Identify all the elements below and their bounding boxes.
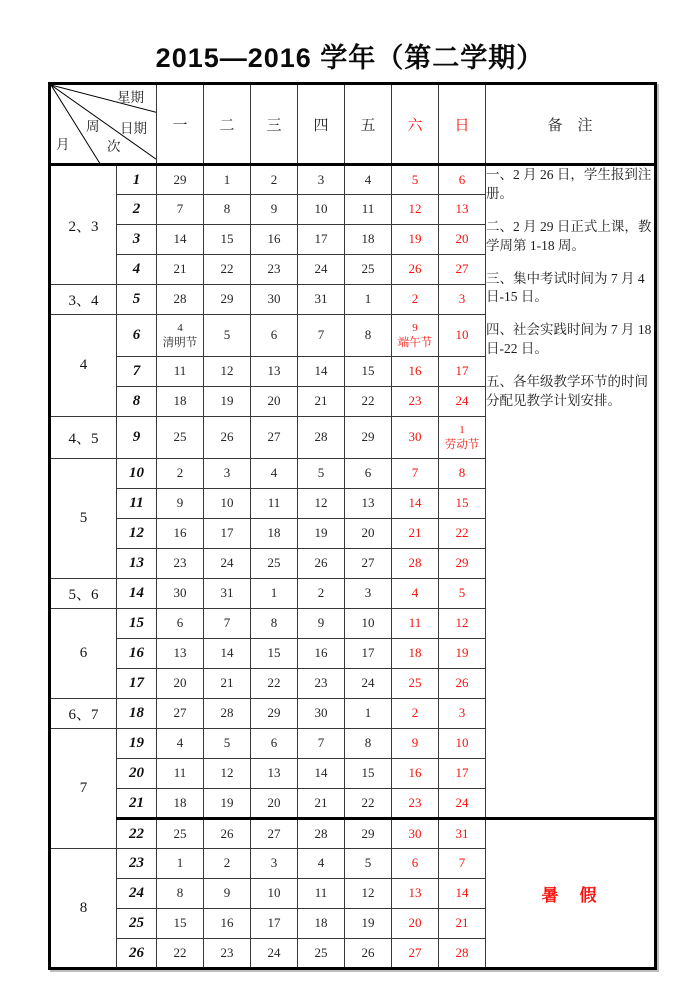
day-cell: 21 — [157, 255, 204, 285]
corner-label-weekday: 星期 — [117, 90, 144, 105]
day-cell: 21 — [204, 669, 251, 699]
day-cell: 4 — [298, 849, 345, 879]
day-cell: 29 — [251, 699, 298, 729]
week-number: 5 — [117, 285, 157, 315]
day-cell: 5 — [204, 729, 251, 759]
day-cell: 14 — [204, 639, 251, 669]
week-number: 4 — [117, 255, 157, 285]
day-cell: 1 — [345, 699, 392, 729]
week-number: 24 — [117, 879, 157, 909]
weekday-header-7: 日 — [439, 84, 486, 165]
day-cell: 7 — [392, 459, 439, 489]
remark-note: 五、各年级教学环节的时间分配见教学计划安排。 — [486, 374, 648, 409]
day-cell: 24 — [439, 789, 486, 819]
day-cell: 7 — [157, 195, 204, 225]
day-cell: 29 — [345, 417, 392, 459]
day-cell: 15 — [345, 357, 392, 387]
holiday-name: 端午节 — [397, 337, 433, 350]
day-cell: 3 — [251, 849, 298, 879]
day-cell: 9 — [392, 729, 439, 759]
day-cell: 22 — [439, 519, 486, 549]
calendar-body — [50, 165, 656, 969]
day-cell: 30 — [298, 699, 345, 729]
week-number: 13 — [117, 549, 157, 579]
month-label: 5 — [50, 459, 117, 579]
day-cell: 16 — [251, 225, 298, 255]
week-number: 17 — [117, 669, 157, 699]
day-cell: 15 — [251, 639, 298, 669]
day-cell: 27 — [392, 939, 439, 969]
weekday-header-1: 一 — [157, 84, 204, 165]
day-cell: 28 — [439, 939, 486, 969]
day-cell: 12 — [298, 489, 345, 519]
page-title: 2015—2016 学年（第二学期） — [155, 43, 545, 73]
holiday-date-number: 1 — [459, 424, 465, 437]
day-cell: 27 — [251, 417, 298, 459]
day-cell: 22 — [157, 939, 204, 969]
day-cell: 23 — [204, 939, 251, 969]
day-cell: 4 — [251, 459, 298, 489]
day-cell: 10 — [298, 195, 345, 225]
week-number: 6 — [117, 315, 157, 357]
day-cell: 12 — [204, 759, 251, 789]
day-cell: 27 — [345, 549, 392, 579]
day-cell: 20 — [439, 225, 486, 255]
day-cell: 1 — [251, 579, 298, 609]
day-cell: 28 — [298, 417, 345, 459]
day-cell: 12 — [439, 609, 486, 639]
day-cell: 14 — [439, 879, 486, 909]
week-number: 23 — [117, 849, 157, 879]
day-cell: 3 — [204, 459, 251, 489]
day-cell: 13 — [345, 489, 392, 519]
day-cell: 18 — [345, 225, 392, 255]
day-cell: 27 — [251, 819, 298, 849]
day-cell: 6 — [345, 459, 392, 489]
day-cell: 24 — [345, 669, 392, 699]
month-label: 6、7 — [50, 699, 117, 729]
day-cell: 3 — [439, 699, 486, 729]
day-cell: 6 — [157, 609, 204, 639]
week-number: 16 — [117, 639, 157, 669]
day-cell: 5 — [298, 459, 345, 489]
week-number: 15 — [117, 609, 157, 639]
week-number: 20 — [117, 759, 157, 789]
day-cell: 13 — [157, 639, 204, 669]
day-cell: 7 — [204, 609, 251, 639]
week-number: 7 — [117, 357, 157, 387]
day-cell: 21 — [298, 789, 345, 819]
day-cell: 18 — [392, 639, 439, 669]
day-cell: 19 — [204, 789, 251, 819]
day-cell: 26 — [204, 819, 251, 849]
day-cell: 30 — [157, 579, 204, 609]
day-cell: 20 — [157, 669, 204, 699]
day-cell: 7 — [298, 729, 345, 759]
day-cell: 23 — [157, 549, 204, 579]
day-cell: 18 — [157, 387, 204, 417]
day-cell: 30 — [392, 417, 439, 459]
day-cell: 8 — [345, 315, 392, 357]
day-cell: 29 — [157, 165, 204, 195]
week-number: 9 — [117, 417, 157, 459]
day-cell: 11 — [157, 759, 204, 789]
day-cell: 11 — [251, 489, 298, 519]
day-cell: 2 — [298, 579, 345, 609]
day-cell: 25 — [157, 417, 204, 459]
day-cell: 15 — [204, 225, 251, 255]
day-cell: 4 — [157, 729, 204, 759]
day-cell: 13 — [392, 879, 439, 909]
day-cell: 25 — [345, 255, 392, 285]
day-cell: 10 — [251, 879, 298, 909]
day-cell: 25 — [157, 819, 204, 849]
day-cell: 14 — [298, 759, 345, 789]
day-cell: 5 — [345, 849, 392, 879]
day-cell: 8 — [251, 609, 298, 639]
day-cell: 14 — [298, 357, 345, 387]
day-cell: 11 — [345, 195, 392, 225]
holiday-date-number: 9 — [412, 322, 418, 335]
day-cell: 16 — [392, 357, 439, 387]
day-cell: 8 — [157, 879, 204, 909]
day-cell: 3 — [298, 165, 345, 195]
corner-label-week: 周 — [86, 119, 100, 134]
day-cell: 16 — [298, 639, 345, 669]
day-cell: 12 — [345, 879, 392, 909]
day-cell: 29 — [204, 285, 251, 315]
day-cell: 23 — [251, 255, 298, 285]
day-cell: 9 — [157, 489, 204, 519]
day-cell: 7 — [439, 849, 486, 879]
week-number: 8 — [117, 387, 157, 417]
day-cell: 23 — [392, 387, 439, 417]
day-cell: 15 — [157, 909, 204, 939]
corner-label-date: 日期 — [120, 121, 147, 136]
month-label: 7 — [50, 729, 117, 849]
week-number: 1 — [117, 165, 157, 195]
day-cell: 22 — [345, 387, 392, 417]
day-cell: 8 — [204, 195, 251, 225]
week-number: 18 — [117, 699, 157, 729]
day-cell: 15 — [439, 489, 486, 519]
day-cell: 9 — [251, 195, 298, 225]
day-cell: 20 — [392, 909, 439, 939]
day-cell: 2 — [392, 699, 439, 729]
day-cell: 21 — [298, 387, 345, 417]
week-number: 26 — [117, 939, 157, 969]
week-number: 11 — [117, 489, 157, 519]
summer-vacation-label: 暑 假 — [486, 819, 656, 969]
day-cell: 21 — [392, 519, 439, 549]
day-cell: 12 — [392, 195, 439, 225]
day-cell: 18 — [157, 789, 204, 819]
day-cell: 26 — [392, 255, 439, 285]
header-row — [50, 84, 656, 165]
day-cell: 22 — [345, 789, 392, 819]
day-cell: 28 — [298, 819, 345, 849]
day-cell: 25 — [392, 669, 439, 699]
day-cell: 15 — [345, 759, 392, 789]
day-cell: 25 — [251, 549, 298, 579]
day-cell: 2 — [251, 165, 298, 195]
remark-note: 一、2 月 26 日，学生报到注册。 — [486, 167, 652, 201]
day-cell: 30 — [251, 285, 298, 315]
day-cell: 31 — [439, 819, 486, 849]
day-cell: 19 — [392, 225, 439, 255]
day-cell: 2 — [204, 849, 251, 879]
day-cell: 27 — [439, 255, 486, 285]
day-cell: 26 — [439, 669, 486, 699]
day-cell: 13 — [251, 759, 298, 789]
day-cell: 22 — [251, 669, 298, 699]
day-cell: 2 — [157, 459, 204, 489]
day-cell: 18 — [251, 519, 298, 549]
day-cell: 6 — [439, 165, 486, 195]
day-cell: 2 — [392, 285, 439, 315]
day-cell: 11 — [157, 357, 204, 387]
month-label: 3、4 — [50, 285, 117, 315]
weekday-header-4: 四 — [298, 84, 345, 165]
weekday-header-2: 二 — [204, 84, 251, 165]
day-cell: 23 — [298, 669, 345, 699]
day-cell: 20 — [251, 387, 298, 417]
week-number: 10 — [117, 459, 157, 489]
week-number: 19 — [117, 729, 157, 759]
day-cell: 20 — [345, 519, 392, 549]
month-label: 6 — [50, 609, 117, 699]
day-cell: 28 — [392, 549, 439, 579]
day-cell: 16 — [392, 759, 439, 789]
week-row-22 — [50, 819, 656, 849]
month-label: 5、6 — [50, 579, 117, 609]
day-cell: 20 — [251, 789, 298, 819]
day-cell: 24 — [298, 255, 345, 285]
day-cell: 6 — [251, 729, 298, 759]
day-cell: 28 — [157, 285, 204, 315]
month-label: 2、3 — [50, 165, 117, 285]
day-cell: 29 — [439, 549, 486, 579]
day-cell: 3 — [439, 285, 486, 315]
day-cell: 17 — [251, 909, 298, 939]
day-cell: 5 — [439, 579, 486, 609]
day-cell: 10 — [204, 489, 251, 519]
day-cell: 1 — [345, 285, 392, 315]
day-cell: 12 — [204, 357, 251, 387]
day-cell: 30 — [392, 819, 439, 849]
month-label: 4、5 — [50, 417, 117, 459]
day-cell: 25 — [298, 939, 345, 969]
day-cell: 24 — [204, 549, 251, 579]
month-label: 4 — [50, 315, 117, 417]
weekday-header-6: 六 — [392, 84, 439, 165]
day-cell: 26 — [345, 939, 392, 969]
week-row-1 — [50, 165, 656, 195]
day-cell: 11 — [392, 609, 439, 639]
week-number: 2 — [117, 195, 157, 225]
remark-note: 四、社会实践时间为 7 月 18 日-22 日。 — [486, 322, 652, 357]
day-cell: 18 — [298, 909, 345, 939]
day-cell: 4 — [345, 165, 392, 195]
day-cell: 13 — [251, 357, 298, 387]
day-cell: 1 — [204, 165, 251, 195]
day-cell: 28 — [204, 699, 251, 729]
day-cell: 16 — [157, 519, 204, 549]
holiday-name: 劳动节 — [444, 439, 480, 452]
day-cell: 8 — [439, 459, 486, 489]
remark-note: 二、2 月 29 日正式上课，教学周第 1-18 周。 — [486, 218, 652, 253]
weekday-header-5: 五 — [345, 84, 392, 165]
day-cell: 24 — [439, 387, 486, 417]
corner-label-month: 月 — [56, 137, 70, 152]
corner-header-cell — [50, 84, 157, 165]
day-cell: 19 — [345, 909, 392, 939]
day-cell: 13 — [439, 195, 486, 225]
day-cell: 14 — [157, 225, 204, 255]
day-cell: 17 — [439, 357, 486, 387]
week-number: 3 — [117, 225, 157, 255]
remark-note: 三、集中考试时间为 7 月 4 日-15 日。 — [486, 270, 645, 305]
day-cell: 8 — [345, 729, 392, 759]
day-cell: 23 — [392, 789, 439, 819]
day-cell: 19 — [439, 639, 486, 669]
day-cell: 26 — [298, 549, 345, 579]
day-cell — [439, 417, 486, 459]
week-number: 14 — [117, 579, 157, 609]
day-cell: 9 — [204, 879, 251, 909]
day-cell: 14 — [392, 489, 439, 519]
day-cell: 7 — [298, 315, 345, 357]
day-cell — [157, 315, 204, 357]
day-cell: 3 — [345, 579, 392, 609]
week-number: 25 — [117, 909, 157, 939]
day-cell — [392, 315, 439, 357]
day-cell: 17 — [439, 759, 486, 789]
day-cell: 10 — [345, 609, 392, 639]
day-cell: 31 — [204, 579, 251, 609]
day-cell: 5 — [392, 165, 439, 195]
day-cell: 31 — [298, 285, 345, 315]
week-number: 21 — [117, 789, 157, 819]
holiday-name: 清明节 — [162, 337, 198, 350]
day-cell: 17 — [204, 519, 251, 549]
day-cell: 16 — [204, 909, 251, 939]
day-cell: 6 — [392, 849, 439, 879]
corner-label-order: 次 — [107, 139, 121, 154]
day-cell: 5 — [204, 315, 251, 357]
day-cell: 22 — [204, 255, 251, 285]
day-cell: 10 — [439, 729, 486, 759]
day-cell: 19 — [298, 519, 345, 549]
calendar-table — [48, 82, 657, 970]
day-cell: 11 — [298, 879, 345, 909]
day-cell: 27 — [157, 699, 204, 729]
day-cell: 17 — [345, 639, 392, 669]
day-cell: 21 — [439, 909, 486, 939]
day-cell: 19 — [204, 387, 251, 417]
day-cell: 6 — [251, 315, 298, 357]
day-cell: 4 — [392, 579, 439, 609]
day-cell: 24 — [251, 939, 298, 969]
holiday-date-number: 4 — [177, 322, 183, 335]
day-cell: 10 — [439, 315, 486, 357]
month-label: 8 — [50, 849, 117, 969]
weekday-header-3: 三 — [251, 84, 298, 165]
week-number: 12 — [117, 519, 157, 549]
week-number: 22 — [117, 819, 157, 849]
remarks-notes — [486, 165, 656, 819]
remarks-header: 备 注 — [486, 84, 656, 165]
day-cell: 29 — [345, 819, 392, 849]
day-cell: 26 — [204, 417, 251, 459]
day-cell: 1 — [157, 849, 204, 879]
day-cell: 17 — [298, 225, 345, 255]
day-cell: 9 — [298, 609, 345, 639]
